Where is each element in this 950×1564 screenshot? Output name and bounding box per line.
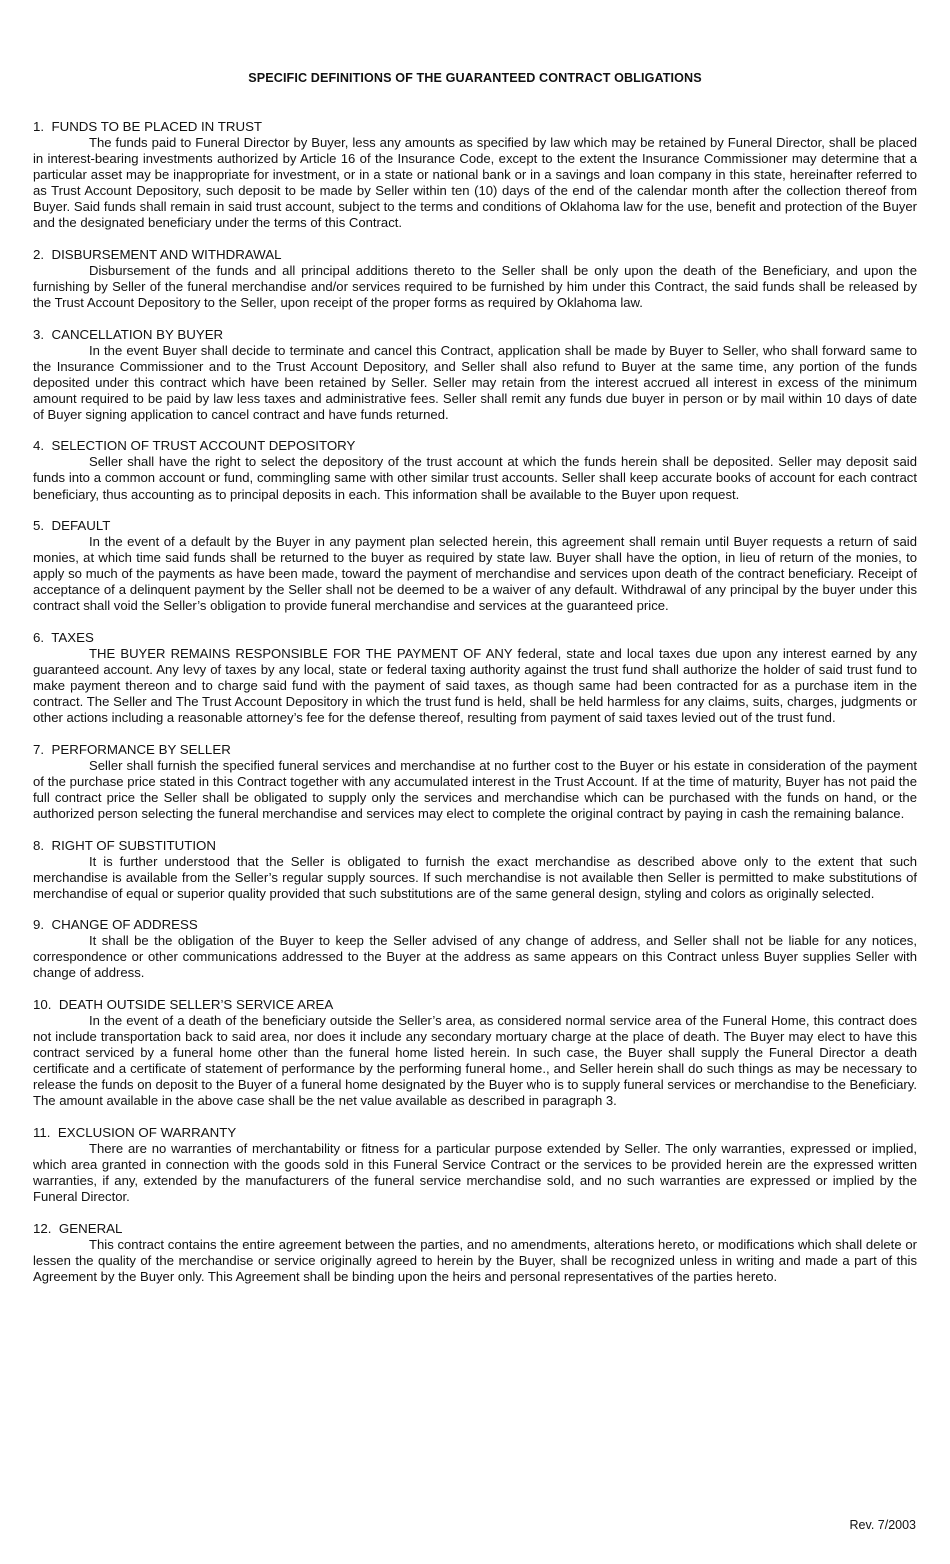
- section-exclusion-of-warranty: [33, 1125, 917, 1205]
- section-title: RIGHT OF SUBSTITUTION: [51, 837, 216, 853]
- section-body: In the event Buyer shall decide to terminate and cancel this Contract, application shall be made by Buyer to Seller, who shall forward same to the Insurance Commissioner and to the Trust Account Depository, and Seller shall also refund to Buyer at the same time, any portion of the funds deposited under this contract which have been retained by Seller. Seller may retain from the interest accrued all interest in excess of the minimum amount required to be paid by law less taxes and administrative fees. Seller shall remit any funds due buyer in person or by mail within 10 days of date of Buyer signing application to cancel contract and have funds returned.: [33, 342, 917, 422]
- section-heading: [33, 1221, 917, 1237]
- section-title: EXCLUSION OF WARRANTY: [57, 1124, 237, 1140]
- section-heading: [33, 327, 917, 343]
- section-body: It is further understood that the Seller is obligated to furnish the exact merchandise as described above only to the extent that such merchandise is available from the Seller’s regular supply sources. If such merchandise is not available then Seller is permitted to make substitutions of merchandise of equal or superior quality provided that such substitutions are of the same general design, styling and colors as originally selected.: [33, 853, 917, 901]
- section-title: FUNDS TO BE PLACED IN TRUST: [51, 119, 263, 134]
- section-heading: [33, 247, 917, 263]
- section-number: 12.: [33, 1220, 52, 1236]
- section-body: Disbursement of the funds and all principal additions thereto to the Seller shall be only upon the death of the Beneficiary, and upon the furnishing by Seller of the funeral merchandise and/or services required to be furnished by him under this Contract, the said funds shall be released by the Trust Account Depository to the Seller, upon receipt of the proper forms as required by Oklahoma law.: [33, 262, 917, 310]
- section-substitution: [33, 838, 917, 902]
- section-number: 11.: [33, 1124, 51, 1140]
- section-number: 7.: [33, 741, 45, 757]
- section-body: The funds paid to Funeral Director by Buyer, less any amounts as specified by law which may be retained by Funeral Director, shall be placed in interest-bearing investments authorized by Article 16 of the Insurance Code, except to the extent the Insurance Commissioner may determine that a particular asset may be inappropriate for investment, or in a state or national bank or in a savings and loan company in this state, hereinafter referred to as Trust Account Depository, such deposit to be made by Seller within ten (10) days of the end of the calendar month after the collection thereof from Buyer. Said funds shall remain in said trust account, subject to the terms and conditions of Oklahoma law for the use, benefit and protection of the Buyer and the designated beneficiary under the terms of this Contract.: [33, 135, 917, 231]
- section-heading: [33, 838, 917, 854]
- section-number: 2.: [33, 246, 45, 262]
- section-title: DISBURSEMENT AND WITHDRAWAL: [51, 246, 282, 262]
- section-heading: [33, 742, 917, 758]
- section-body: THE BUYER REMAINS RESPONSIBLE FOR THE PAYMENT OF ANY federal, state and local taxes due upon any interest earned by any guaranteed account. Any levy of taxes by any local, state or federal taxing authority against the trust fund shall authorize the holder of said trust fund to make payment thereon and to charge said fund with the payment of said taxes, as though same had been contracted for as a purchase item in the contract. The Seller and The Trust Account Depository in which the trust fund is held, shall be held harmless for any claims, suits, charges, judgments or other actions including a reasonable attorney’s fee for the defense thereof, resulting from payment of said taxes levied out of the trust fund.: [33, 646, 917, 726]
- section-body: This contract contains the entire agreement between the parties, and no amendments, alterations hereto, or modifications which shall delete or lessen the quality of the merchandise or service originally agreed to herein by the Buyer, shall be recognized unless in writing and made a part of this Agreement by the Buyer only. This Agreement shall be binding upon the heirs and personal representatives of the parties hereto.: [33, 1236, 917, 1284]
- section-cancellation: [33, 327, 917, 423]
- section-title: DEFAULT: [51, 518, 111, 534]
- section-change-of-address: [33, 917, 917, 981]
- sections-list: [33, 119, 917, 1285]
- section-number: 5.: [33, 518, 45, 534]
- section-heading: [33, 1125, 917, 1141]
- section-body: There are no warranties of merchantability or fitness for a particular purpose extended by Seller. The only warranties, expressed or implied, which area granted in connection with the goods sold in this Funeral Service Contract or the services to be provided herein are the expressed written warranties, if any, extended by the manufacturers of the funeral service merchandise sold, and no such warranties are expressed or implied by the Funeral Director.: [33, 1140, 917, 1205]
- section-heading: [33, 438, 917, 454]
- section-body: It shall be the obligation of the Buyer to keep the Seller advised of any change of address, and Seller shall not be liable for any notices, correspondence or other communications addressed to the Buyer at the address as same appears on this Contract unless Buyer supplies Seller with change of address.: [33, 933, 917, 981]
- section-funds-in-trust: [33, 119, 917, 231]
- section-heading: [33, 119, 917, 135]
- section-title: GENERAL: [58, 1220, 123, 1236]
- section-title: TAXES: [51, 630, 94, 645]
- section-default: [33, 518, 917, 614]
- section-title: CANCELLATION BY BUYER: [51, 326, 224, 342]
- section-disbursement: [33, 247, 917, 311]
- section-heading: [33, 997, 917, 1013]
- section-number: 8.: [33, 837, 45, 853]
- section-depository: [33, 438, 917, 502]
- section-number: 1.: [33, 119, 45, 134]
- revision-label: Rev. 7/2003: [849, 1518, 916, 1532]
- section-performance: [33, 742, 917, 822]
- section-number: 6.: [33, 630, 45, 645]
- section-number: 4.: [33, 438, 45, 454]
- section-body: Seller shall furnish the specified funeral services and merchandise at no further cost to the Buyer or his estate in consideration of the payment of the purchase price stated in this Contract together with any accumulated interest in the Trust Account. If at the time of maturity, Buyer has not paid the full contract price the Seller shall be obligated to supply only the services and merchandise which can be purchased with the funds on hand, or the authorized person selecting the funeral merchandise and services may elect to complete the original contract by paying in cash the remaining balance.: [33, 757, 917, 821]
- section-heading: [33, 630, 917, 646]
- section-body: In the event of a death of the beneficiary outside the Seller’s area, as considered normal service area of the Funeral Home, this contract does not include transportation back to said area, nor does it include any secondary mortuary charge at the place of death. The Buyer may elect to have this contract serviced by a funeral home other than the funeral home listed herein. In such case, the Buyer shall supply the Funeral Director a death certificate and a certificate of statement of performance by the performing funeral home., and Seller herein shall do such things as may be necessary to release the funds on deposit to the Buyer of a funeral home designated by the Buyer who is to supply funeral services or merchandise to the Beneficiary. The amount available in the above case shall be the net value available as described in paragraph 3.: [33, 1013, 917, 1109]
- section-number: 9.: [33, 917, 45, 933]
- section-body: Seller shall have the right to select the depository of the trust account at which the funds herein shall be deposited. Seller may deposit said funds into a common account or fund, commingling same with other similar trust accounts. Seller shall keep accurate books of account for each contract beneficiary, thus accounting as to principal deposits in each. This information shall be available to the Buyer upon request.: [33, 454, 917, 502]
- section-number: 10.: [33, 997, 52, 1013]
- section-body: In the event of a default by the Buyer in any payment plan selected herein, this agreement shall remain until Buyer requests a return of said monies, at which time said funds shall be returned to the buyer as required by state law. Buyer shall have the option, in lieu of return of the monies, to apply so much of the payments as have been made, toward the payment of merchandise and services upon death of the contract beneficiary. Receipt of acceptance of a delinquent payment by the Seller shall not be deemed to be a waiver of any default. Withdrawal of any principal by the buyer under this contract shall void the Seller’s obligation to provide funeral merchandise and services at the guaranteed price.: [33, 534, 917, 614]
- section-title: CHANGE OF ADDRESS: [51, 917, 198, 933]
- section-title: SELECTION OF TRUST ACCOUNT DEPOSITORY: [51, 438, 356, 454]
- section-death-outside-area: [33, 997, 917, 1109]
- section-taxes: [33, 630, 917, 726]
- section-title: PERFORMANCE BY SELLER: [51, 741, 231, 757]
- section-heading: [33, 518, 917, 534]
- section-general: [33, 1221, 917, 1285]
- section-number: 3.: [33, 326, 45, 342]
- page-title: SPECIFIC DEFINITIONS OF THE GUARANTEED CONTRACT OBLIGATIONS: [248, 71, 702, 85]
- section-heading: [33, 917, 917, 933]
- section-title: DEATH OUTSIDE SELLER’S SERVICE AREA: [58, 997, 334, 1013]
- document-page: [33, 0, 917, 1300]
